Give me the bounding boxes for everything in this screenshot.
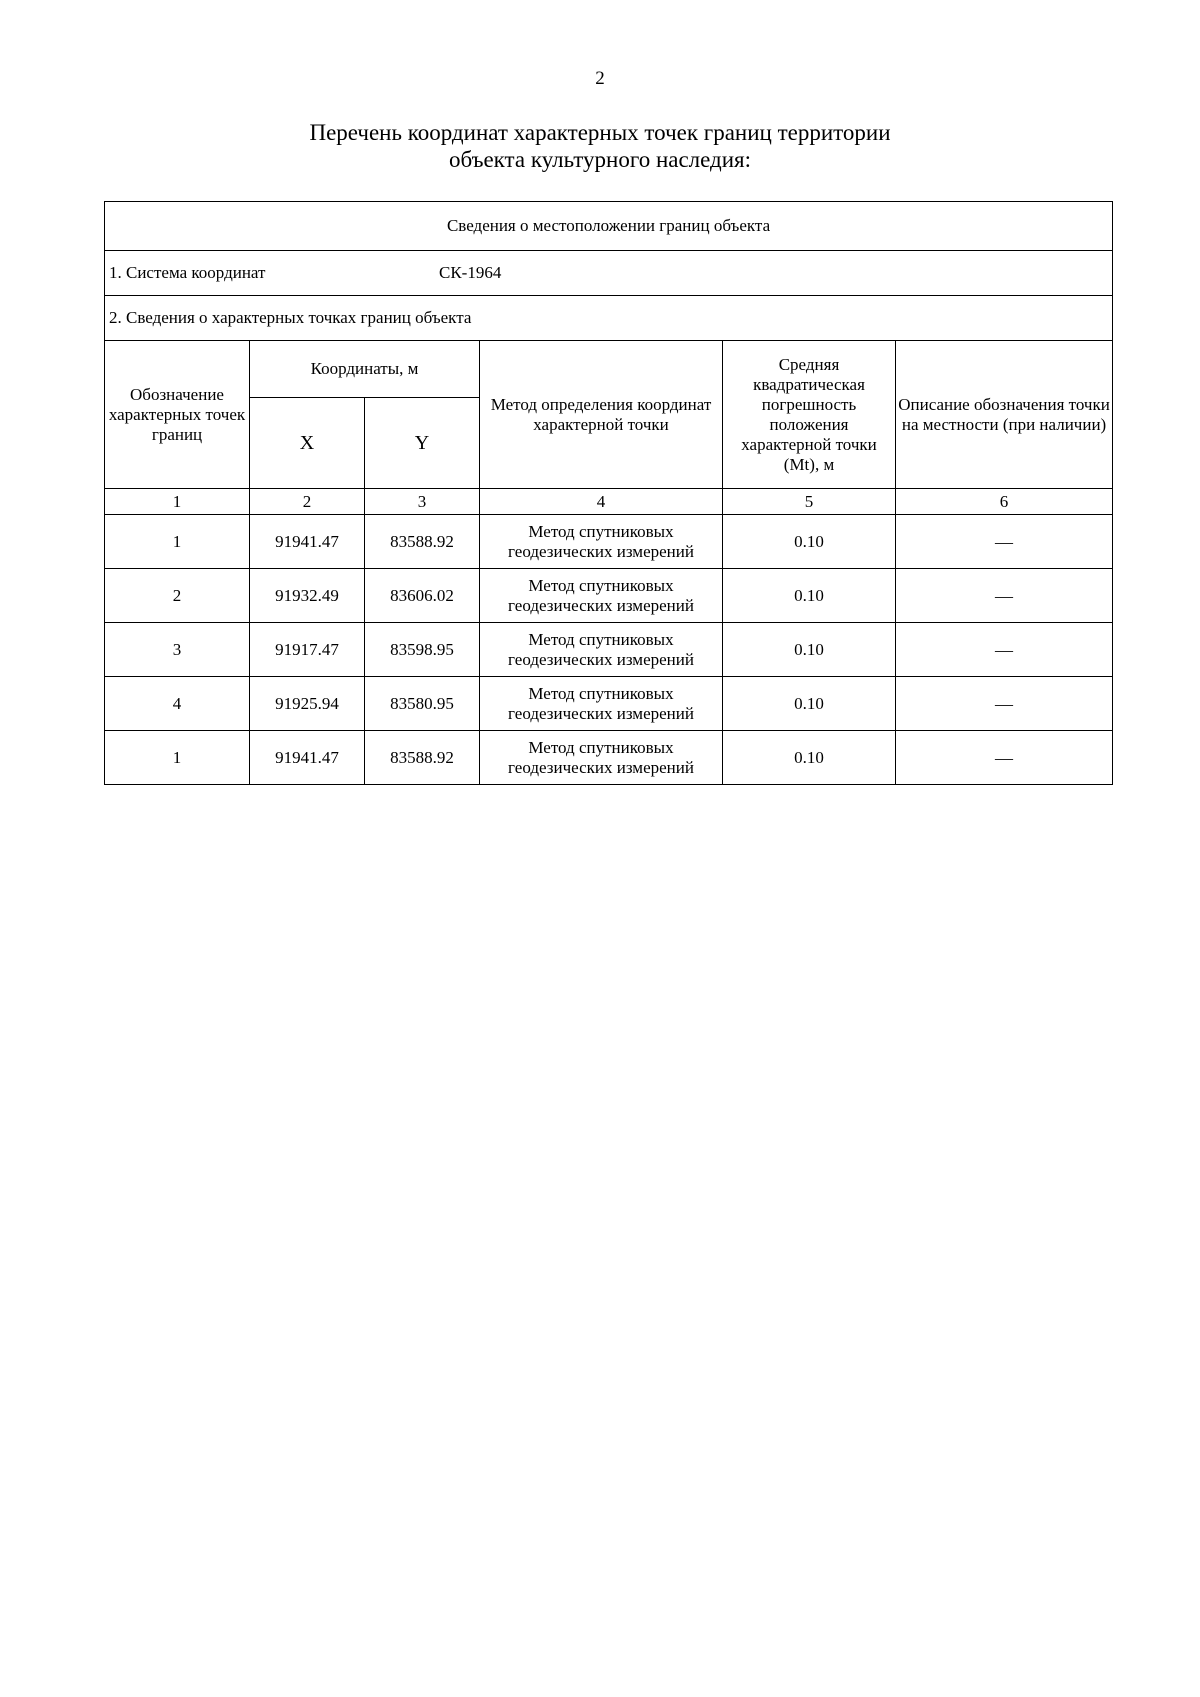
cell-x: 91925.94: [250, 677, 365, 731]
col-header-designation: Обозначение характерных точек границ: [105, 341, 250, 489]
column-number-row: [105, 489, 1113, 515]
cell-method: [480, 677, 723, 731]
col-header-description: Описание обозначения точки на местности (при наличии): [896, 341, 1113, 489]
cell-point: 4: [105, 677, 250, 731]
cell-y: 83580.95: [365, 677, 480, 731]
table-row: [105, 731, 1113, 785]
page-number: 2: [595, 68, 605, 89]
cell-x: 91932.49: [250, 569, 365, 623]
cell-y: 83606.02: [365, 569, 480, 623]
cell-error: 0.10: [723, 677, 896, 731]
cell-point: 2: [105, 569, 250, 623]
column-number: 1: [105, 489, 250, 515]
cell-point: 1: [105, 731, 250, 785]
cell-error: 0.10: [723, 569, 896, 623]
coord-system-cell: [105, 251, 1113, 296]
col-header-method: Метод определения координат характерной точки: [480, 341, 723, 489]
cell-x: 91917.47: [250, 623, 365, 677]
section-header: Сведения о местоположении границ объекта: [105, 202, 1113, 251]
column-number: 5: [723, 489, 896, 515]
method-line-2: геодезических измерений: [508, 541, 694, 561]
document-title: [100, 119, 1100, 173]
cell-method: [480, 569, 723, 623]
method-line-2: геодезических измерений: [508, 757, 694, 777]
column-number: 6: [896, 489, 1113, 515]
cell-description: —: [896, 677, 1113, 731]
column-number: 2: [250, 489, 365, 515]
method-line-1: Метод спутниковых: [528, 629, 674, 649]
document-title-line-2: объекта культурного наследия:: [448, 147, 752, 172]
method-line-1: Метод спутниковых: [528, 575, 674, 595]
method-line-2: геодезических измерений: [508, 649, 694, 669]
cell-method: [480, 731, 723, 785]
coordinates-table: [104, 201, 1113, 785]
cell-error: 0.10: [723, 515, 896, 569]
cell-description: —: [896, 515, 1113, 569]
table-row: [105, 569, 1113, 623]
col-header-x: X: [250, 398, 365, 489]
cell-method: [480, 515, 723, 569]
col-header-error: Средняя квадратическая погрешность положения характерной точки (Mt), м: [723, 341, 896, 489]
cell-y: 83598.95: [365, 623, 480, 677]
cell-point: 3: [105, 623, 250, 677]
cell-description: —: [896, 569, 1113, 623]
cell-x: 91941.47: [250, 731, 365, 785]
cell-y: 83588.92: [365, 731, 480, 785]
document-title-line-1: Перечень координат характерных точек границ территории: [309, 120, 891, 145]
coord-system-label: 1. Система координат: [109, 263, 266, 282]
method-line-2: геодезических измерений: [508, 595, 694, 615]
cell-y: 83588.92: [365, 515, 480, 569]
col-header-y: Y: [365, 398, 480, 489]
table-row: [105, 677, 1113, 731]
cell-error: 0.10: [723, 731, 896, 785]
cell-point: 1: [105, 515, 250, 569]
cell-x: 91941.47: [250, 515, 365, 569]
cell-description: —: [896, 623, 1113, 677]
table-row: [105, 623, 1113, 677]
cell-error: 0.10: [723, 623, 896, 677]
method-line-1: Метод спутниковых: [528, 737, 674, 757]
column-number: 4: [480, 489, 723, 515]
method-line-1: Метод спутниковых: [528, 521, 674, 541]
method-line-1: Метод спутниковых: [528, 683, 674, 703]
points-header: 2. Сведения о характерных точках границ объекта: [105, 296, 1113, 341]
table-row: [105, 515, 1113, 569]
col-header-coordinates: Координаты, м: [250, 341, 480, 398]
method-line-2: геодезических измерений: [508, 703, 694, 723]
column-number: 3: [365, 489, 480, 515]
coord-system-value: СК-1964: [439, 263, 502, 282]
cell-method: [480, 623, 723, 677]
cell-description: —: [896, 731, 1113, 785]
